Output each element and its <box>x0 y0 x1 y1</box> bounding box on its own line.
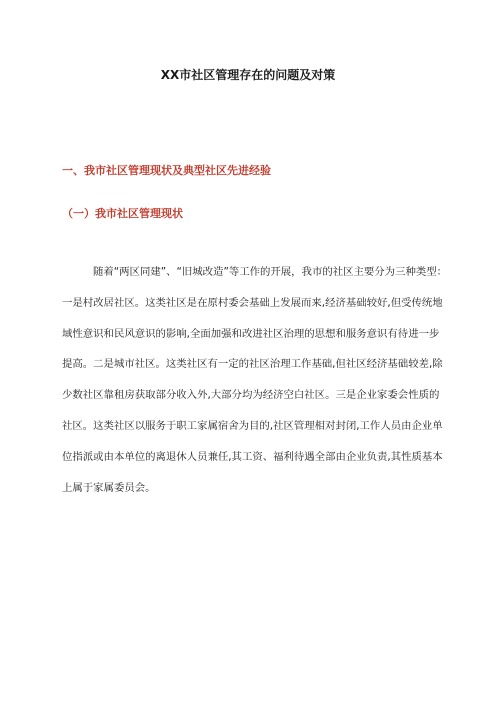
document-title: XX市社区管理存在的问题及对策 <box>160 68 336 82</box>
body-paragraph <box>62 257 458 503</box>
paragraph-line: 随着“两区同建”、“旧城改造”等工作的开展，我市的社区主要分为三种类型： <box>93 266 448 278</box>
section-heading: 一、我市社区管理现状及典型社区先进经验 <box>62 164 271 177</box>
paragraph-line: 一是村改居社区。这类社区是在原村委会基础上发展而来,经济基础较好,但受传统地 <box>62 296 443 309</box>
paragraph-line: 社区。这类社区以服务于职工家属宿舍为目的,社区管理相对封闭,工作人员由企业单 <box>62 419 443 432</box>
paragraph-line: 位指派或由本单位的离退休人员兼任,其工资、福利待遇全部由企业负责,其性质基本 <box>62 450 443 463</box>
paragraph-line: 上属于家属委员会。 <box>62 481 156 494</box>
paragraph-line: 少数社区靠租房获取部分收入外,大部分均为经济空白社区。三是企业家委会性质的 <box>62 389 440 402</box>
subsection-heading: （一）我市社区管理现状 <box>62 207 183 220</box>
paragraph-line: 域性意识和民风意识的影响,全面加强和改进社区治理的思想和服务意识有待进一步 <box>62 327 440 340</box>
paragraph-line: 提高。二是城市社区。这类社区有一定的社区治理工作基础,但社区经济基础较差,除 <box>62 358 443 371</box>
